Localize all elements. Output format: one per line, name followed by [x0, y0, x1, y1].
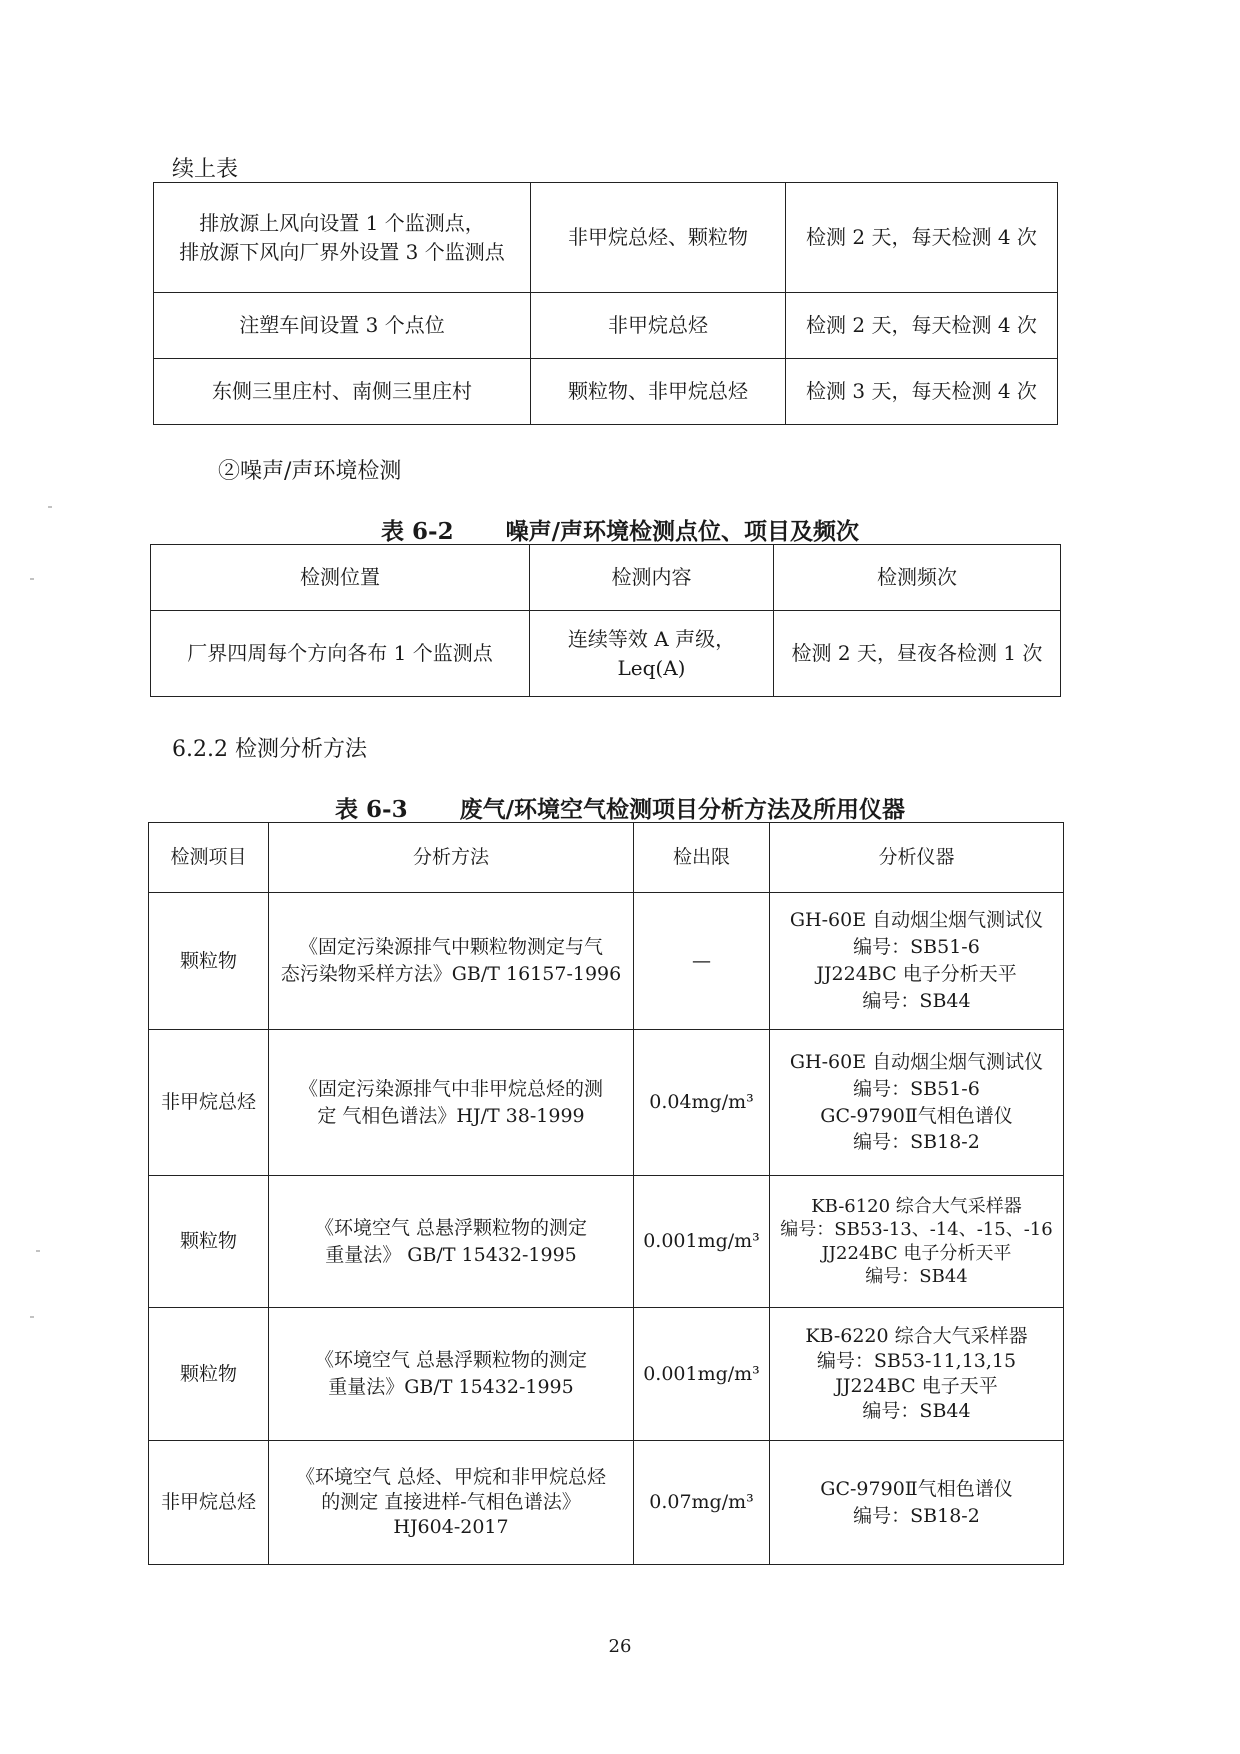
location-cell: 排放源上风向设置 1 个监测点， 排放源下风向厂界外设置 3 个监测点	[154, 183, 531, 293]
table-row	[149, 1441, 1064, 1565]
content-cell: 连续等效 A 声级， Leq(A)	[530, 611, 774, 697]
instruments-cell: KB-6120 综合大气采样器 编号：SB53-13、-14、-15、-16 JJ224BC 电子分析天平 编号：SB44	[770, 1176, 1064, 1308]
column-header: 检测内容	[530, 545, 774, 611]
method-cell: 《固定污染源排气中颗粒物测定与气 态污染物采样方法》GB/T 16157-1996	[269, 893, 634, 1030]
table-header-row	[149, 823, 1064, 893]
limit-cell: 0.07mg/m³	[634, 1441, 770, 1565]
instruments-cell: GH-60E 自动烟尘烟气测试仪 编号：SB51-6 GC-9790Ⅱ气相色谱仪 编号：SB18-2	[770, 1030, 1064, 1176]
continued-table	[153, 182, 1058, 425]
column-header: 检测项目	[149, 823, 269, 893]
instruments-cell: KB-6220 综合大气采样器 编号：SB53-11,13,15 JJ224BC 电子天平 编号：SB44	[770, 1308, 1064, 1441]
limit-cell: 0.001mg/m³	[634, 1176, 770, 1308]
location-cell: 厂界四周每个方向各布 1 个监测点	[151, 611, 530, 697]
table-number: 表 6-3	[335, 796, 408, 823]
item-cell: 非甲烷总烃	[149, 1441, 269, 1565]
scan-speck	[30, 578, 34, 580]
table-6-2-caption	[0, 513, 1240, 546]
page-number: 26	[608, 1636, 632, 1657]
table-row	[149, 893, 1064, 1030]
method-cell: 《固定污染源排气中非甲烷总烃的测 定 气相色谱法》HJ/T 38-1999	[269, 1030, 634, 1176]
continuation-label: 续上表	[172, 157, 239, 182]
frequency-cell: 检测 3 天，每天检测 4 次	[786, 359, 1058, 425]
item-cell: 颗粒物	[149, 893, 269, 1030]
table-row	[151, 611, 1061, 697]
instruments-cell: GC-9790Ⅱ气相色谱仪 编号：SB18-2	[770, 1441, 1064, 1565]
limit-cell: 0.001mg/m³	[634, 1308, 770, 1441]
table-row	[149, 1308, 1064, 1441]
noise-section-title: ②噪声/声环境检测	[218, 459, 402, 484]
instruments-cell: GH-60E 自动烟尘烟气测试仪 编号：SB51-6 JJ224BC 电子分析天平 编号：SB44	[770, 893, 1064, 1030]
column-header: 检出限	[634, 823, 770, 893]
items-cell: 颗粒物、非甲烷总烃	[531, 359, 786, 425]
section-6-2-2-title: 6.2.2 检测分析方法	[172, 737, 367, 762]
scan-speck	[36, 1250, 40, 1252]
table-row	[154, 183, 1058, 293]
method-cell: 《环境空气 总悬浮颗粒物的测定 重量法》 GB/T 15432-1995	[269, 1176, 634, 1308]
scan-speck	[48, 506, 52, 508]
table-row	[149, 1030, 1064, 1176]
frequency-cell: 检测 2 天，每天检测 4 次	[786, 293, 1058, 359]
limit-cell: 0.04mg/m³	[634, 1030, 770, 1176]
items-cell: 非甲烷总烃、颗粒物	[531, 183, 786, 293]
column-header: 分析仪器	[770, 823, 1064, 893]
limit-cell: —	[634, 893, 770, 1030]
noise-table	[150, 544, 1061, 697]
analysis-methods-table	[148, 822, 1064, 1565]
method-cell: 《环境空气 总烃、甲烷和非甲烷总烃 的测定 直接进样-气相色谱法》 HJ604-2017	[269, 1441, 634, 1565]
frequency-cell: 检测 2 天，昼夜各检测 1 次	[774, 611, 1061, 697]
table-title: 废气/环境空气检测项目分析方法及所用仪器	[459, 796, 905, 823]
table-header-row	[151, 545, 1061, 611]
scan-speck	[30, 1316, 34, 1318]
item-cell: 颗粒物	[149, 1176, 269, 1308]
table-title: 噪声/声环境检测点位、项目及频次	[505, 518, 859, 545]
location-cell: 东侧三里庄村、南侧三里庄村	[154, 359, 531, 425]
table-6-3-caption	[0, 791, 1240, 824]
method-cell: 《环境空气 总悬浮颗粒物的测定 重量法》GB/T 15432-1995	[269, 1308, 634, 1441]
item-cell: 颗粒物	[149, 1308, 269, 1441]
item-cell: 非甲烷总烃	[149, 1030, 269, 1176]
frequency-cell: 检测 2 天，每天检测 4 次	[786, 183, 1058, 293]
items-cell: 非甲烷总烃	[531, 293, 786, 359]
column-header: 检测频次	[774, 545, 1061, 611]
table-row	[154, 293, 1058, 359]
table-row	[149, 1176, 1064, 1308]
location-cell: 注塑车间设置 3 个点位	[154, 293, 531, 359]
column-header: 检测位置	[151, 545, 530, 611]
table-row	[154, 359, 1058, 425]
table-number: 表 6-2	[381, 518, 454, 545]
column-header: 分析方法	[269, 823, 634, 893]
